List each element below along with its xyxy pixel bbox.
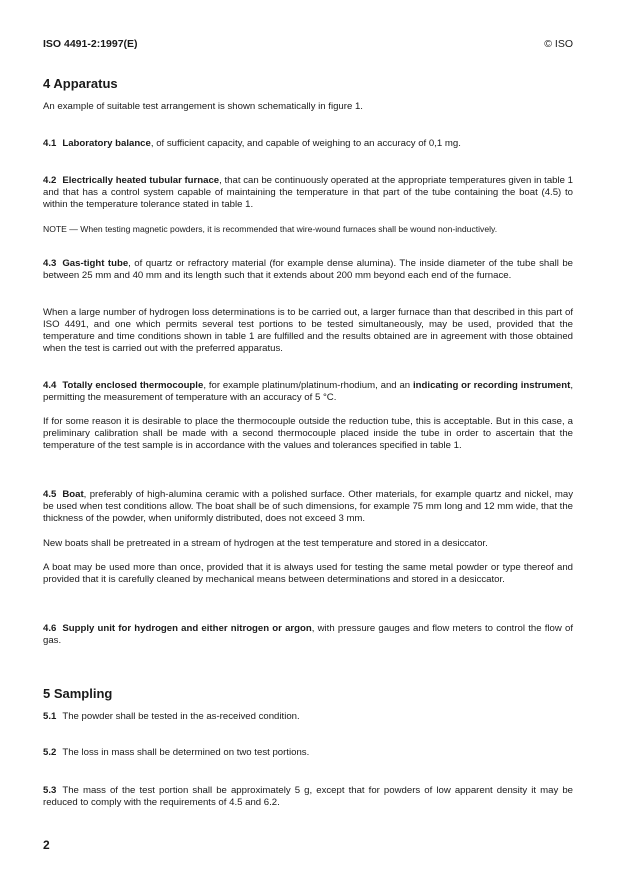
clause-term: Laboratory balance (62, 138, 151, 149)
clause-text-secondary: , permitting the measurement of temperature with an accuracy of 5 °C. (43, 380, 573, 403)
clause-4-3 (43, 258, 573, 282)
clause-number: 4.2 (43, 175, 57, 186)
clause-text: The loss in mass shall be determined on two test portions. (62, 747, 310, 758)
clause-number: 5.1 (43, 711, 57, 722)
section-4-title: 4 Apparatus (43, 76, 118, 91)
clause-4-3-paragraph: When a large number of hydrogen loss determinations is to be carried out, a larger furnace than that described in this part of ISO 4491, and one which permits several test portions to be tested simultaneously, may be used, provided that the temperature and time conditions shown in table 1 are fulfilled and the results obtained are in agreement with those obtained when the test is carried out with the preferred apparatus. (43, 307, 573, 354)
clause-4-4 (43, 380, 573, 404)
clause-term: Electrically heated tubular furnace (62, 175, 220, 186)
clause-number: 4.5 (43, 489, 57, 500)
section-4-intro: An example of suitable test arrangement is shown schematically in figure 1. (43, 101, 363, 112)
clause-text: The powder shall be tested in the as-received condition. (62, 711, 300, 722)
clause-4-2 (43, 175, 573, 211)
clause-term: Gas-tight tube (62, 258, 129, 269)
clause-4-5 (43, 489, 573, 525)
document-id: ISO 4491-2:1997(E) (43, 38, 138, 50)
clause-4-4-paragraph: If for some reason it is desirable to place the thermocouple outside the reduction tube, this is acceptable. But in this case, a preliminary calibration shall be made with a second thermocouple placed inside the tube in order to ascertain that the temperature of the test sample is in accordance with the values and tolerances specified in table 1. (43, 416, 573, 451)
clause-text: , of sufficient capacity, and capable of weighing to an accuracy of 0,1 mg. (150, 138, 461, 149)
clause-4-6 (43, 623, 573, 647)
clause-number: 4.3 (43, 258, 57, 269)
clause-number: 5.3 (43, 785, 57, 796)
clause-number: 5.2 (43, 747, 57, 758)
clause-5-1 (43, 711, 573, 723)
clause-term: Totally enclosed thermocouple (62, 380, 204, 391)
page-number: 2 (43, 838, 50, 852)
clause-5-3 (43, 785, 573, 809)
clause-text: , of quartz or refractory material (for example dense alumina). The inside diameter of the tube shall be between 25 mm and 40 mm and its length such that it extends about 200 mm beyond each end of the furnace. (43, 258, 573, 281)
clause-text: , for example platinum/platinum-rhodium, and an (203, 380, 414, 391)
clause-5-2 (43, 747, 573, 759)
clause-number: 4.1 (43, 138, 57, 149)
note-4-2: NOTE — When testing magnetic powders, it is recommended that wire-wound furnaces shall be wound non-inductively. (43, 224, 498, 234)
clause-4-5-paragraph-c: A boat may be used more than once, provided that it is always used for testing the same metal powder or type thereof and provided that it is carefully cleaned by mechanical means between determinations and stored in a desiccator. (43, 562, 573, 585)
clause-number: 4.6 (43, 623, 57, 634)
clause-number: 4.4 (43, 380, 57, 391)
clause-term: Boat (62, 489, 84, 500)
clause-text: , preferably of high-alumina ceramic with a polished surface. Other materials, for example quartz and nickel, may be used when test conditions allow. The boat shall be of such dimensions, for example 75 mm long and 12 mm wide, that the thickness of the powder, when uniformly distributed, does not exceed 3 mm. (43, 489, 573, 524)
clause-term-secondary: indicating or recording instrument (413, 380, 571, 391)
copyright-mark: © ISO (544, 38, 573, 50)
clause-4-1 (43, 138, 573, 150)
clause-text: , that can be continuously operated at the appropriate temperatures given in table 1 and that has a control system capable of maintaining the temperature in that part of the tube containing the boat (4.5) to within the temperature tolerance stated in table 1. (43, 175, 573, 210)
clause-text: The mass of the test portion shall be approximately 5 g, except that for powders of low apparent density it may be reduced to comply with the requirements of 4.5 and 6.2. (43, 785, 573, 808)
clause-text: , with pressure gauges and flow meters to control the flow of gas. (43, 623, 573, 646)
clause-term: Supply unit for hydrogen and either nitrogen or argon (62, 623, 312, 634)
clause-4-5-paragraph-b: New boats shall be pretreated in a stream of hydrogen at the test temperature and stored in a desiccator. (43, 538, 488, 549)
section-5-title: 5 Sampling (43, 686, 113, 701)
